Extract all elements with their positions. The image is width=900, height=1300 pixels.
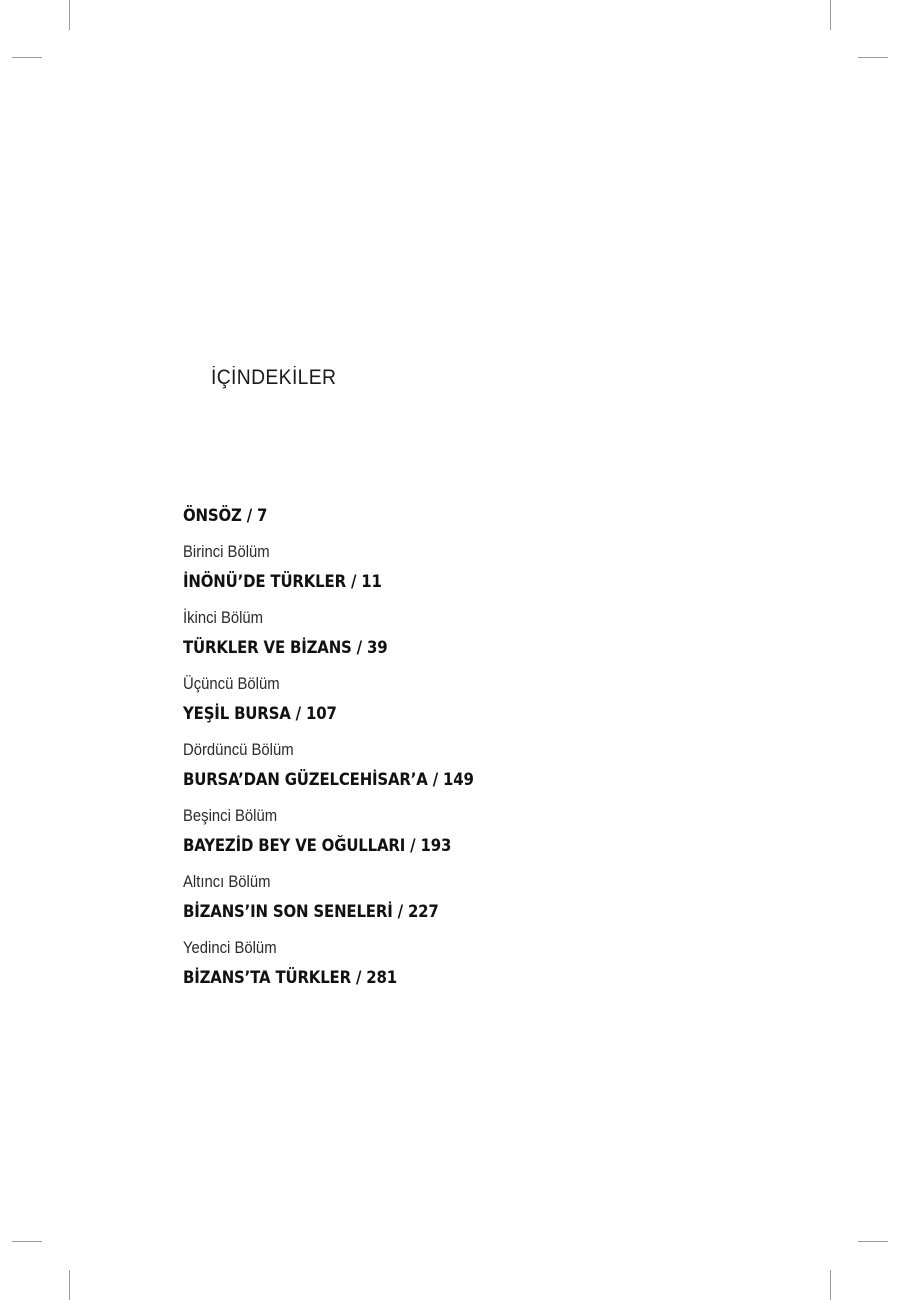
chapter-title: BURSA’DAN GÜZELCEHİSAR’A / 149 (183, 770, 474, 790)
chapter-label: İkinci Bölüm (183, 609, 264, 627)
chapter-title: BİZANS’TA TÜRKLER / 281 (183, 968, 398, 988)
chapter-label: Birinci Bölüm (183, 543, 270, 561)
crop-mark-bottom-right (830, 1270, 831, 1300)
crop-mark-right-top (858, 57, 888, 58)
chapter-label: Yedinci Bölüm (183, 939, 277, 957)
toc-entry-preface: ÖNSÖZ / 7 (183, 506, 268, 526)
chapter-title: TÜRKLER VE BİZANS / 39 (183, 638, 388, 658)
crop-mark-left-bottom (12, 1241, 42, 1242)
crop-mark-left-top (12, 57, 42, 58)
chapter-title: BAYEZİD BEY VE OĞULLARI / 193 (183, 836, 452, 856)
crop-mark-right-bottom (858, 1241, 888, 1242)
chapter-label: Altıncı Bölüm (183, 873, 271, 891)
table-of-contents (183, 504, 783, 990)
page-title: İÇİNDEKİLER (211, 366, 337, 389)
chapter-title: İNÖNÜ’DE TÜRKLER / 11 (183, 572, 382, 592)
crop-mark-top-left (69, 0, 70, 30)
chapter-label: Beşinci Bölüm (183, 807, 278, 825)
chapter-title: BİZANS’IN SON SENELERİ / 227 (183, 902, 439, 922)
crop-mark-top-right (830, 0, 831, 30)
chapter-title: YEŞİL BURSA / 107 (183, 704, 337, 724)
crop-mark-bottom-left (69, 1270, 70, 1300)
chapter-label: Üçüncü Bölüm (183, 675, 280, 693)
chapter-label: Dördüncü Bölüm (183, 741, 294, 759)
